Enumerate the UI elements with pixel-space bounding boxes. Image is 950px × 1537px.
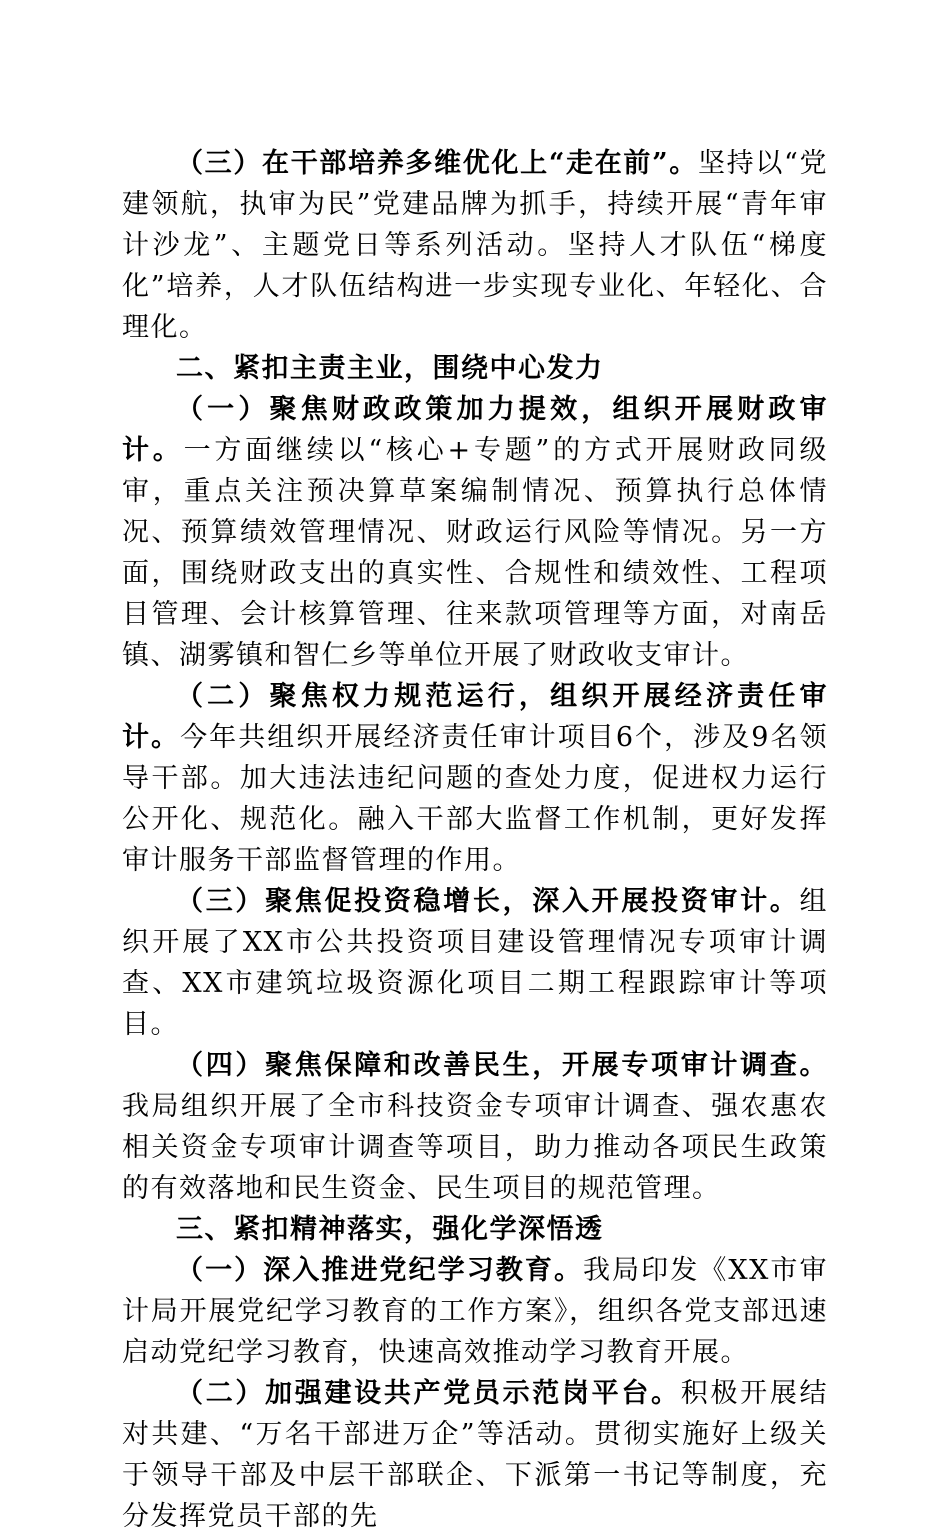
paragraph-lead: （三）在干部培养多维优化上“走在前”。 <box>176 148 698 179</box>
section-heading-2: 二、紧扣主责主业，围绕中心发力 <box>176 353 604 384</box>
paragraph-body: 我局组织开展了全市科技资金专项审计调查、强农惠农相关资金专项审计调查等项目，助力推动各项民生政策的有效落地和民生资金、民生项目的规范管理。 <box>122 1091 828 1204</box>
paragraph-fiscal-audit <box>122 389 828 676</box>
paragraph-lead: （二）聚焦权力规范运行，组织开展经济责任审计。 <box>122 681 828 753</box>
paragraph-cadre-training <box>122 143 828 348</box>
paragraph-lead: （二）加强建设共产党员示范岗平台。 <box>176 1378 681 1409</box>
paragraph-economic-responsibility-audit <box>122 676 828 881</box>
paragraph-body: 今年共组织开展经济责任审计项目6个，涉及9名领导干部。加大违法违纪问题的查处力度，促进权力运行公开化、规范化。融入干部大监督工作机制，更好发挥审计服务干部监督管理的作用。 <box>122 722 829 876</box>
paragraph-lead: （一）聚焦财政政策加力提效，组织开展财政审计。 <box>122 394 828 466</box>
paragraph-body: 坚持以“党建领航，执审为民”党建品牌为抓手，持续开展“青年审计沙龙”、主题党日等系列活动。坚持人才队伍“梯度化”培养，人才队伍结构进一步实现专业化、年轻化、合理化。 <box>122 148 828 343</box>
paragraph-investment-audit <box>122 881 828 1045</box>
paragraph-lead: （四）聚焦保障和改善民生，开展专项审计调查。 <box>176 1050 828 1081</box>
paragraph-lead: （三）聚焦促投资稳增长，深入开展投资审计。 <box>176 886 800 917</box>
paragraph-livelihood-audit <box>122 1045 828 1209</box>
paragraph-body: 一方面继续以“核心+专题”的方式开展财政同级审，重点关注预决算草案编制情况、预算执行总体情况、预算绩效管理情况、财政运行风险等情况。另一方面，围绕财政支出的真实性、合规性和绩效性、工程项目管理、会计核算管理、往来款项管理等方面，对南岳镇、湖雾镇和智仁乡等单位开展了财政收支审计。 <box>122 435 828 671</box>
paragraph-body: 组织开展了XX市公共投资项目建设管理情况专项审计调查、XX市建筑垃圾资源化项目二期工程跟踪审计等项目。 <box>122 886 828 1040</box>
paragraph-body: 积极开展结对共建、“万名干部进万企”等活动。贯彻实施好上级关于领导干部及中层干部联企、下派第一书记等制度，充分发挥党员干部的先 <box>122 1378 829 1532</box>
paragraph-body: 我局印发《XX市审计局开展党纪学习教育的工作方案》，组织各党支部迅速启动党纪学习教育，快速高效推动学习教育开展。 <box>122 1255 828 1368</box>
section-heading-3: 三、紧扣精神落实，强化学深悟透 <box>176 1214 604 1245</box>
document-page <box>122 143 828 1537</box>
paragraph-party-discipline-education <box>122 1250 828 1373</box>
paragraph-lead: （一）深入推进党纪学习教育。 <box>176 1255 584 1286</box>
paragraph-party-member-model-post <box>122 1373 828 1537</box>
